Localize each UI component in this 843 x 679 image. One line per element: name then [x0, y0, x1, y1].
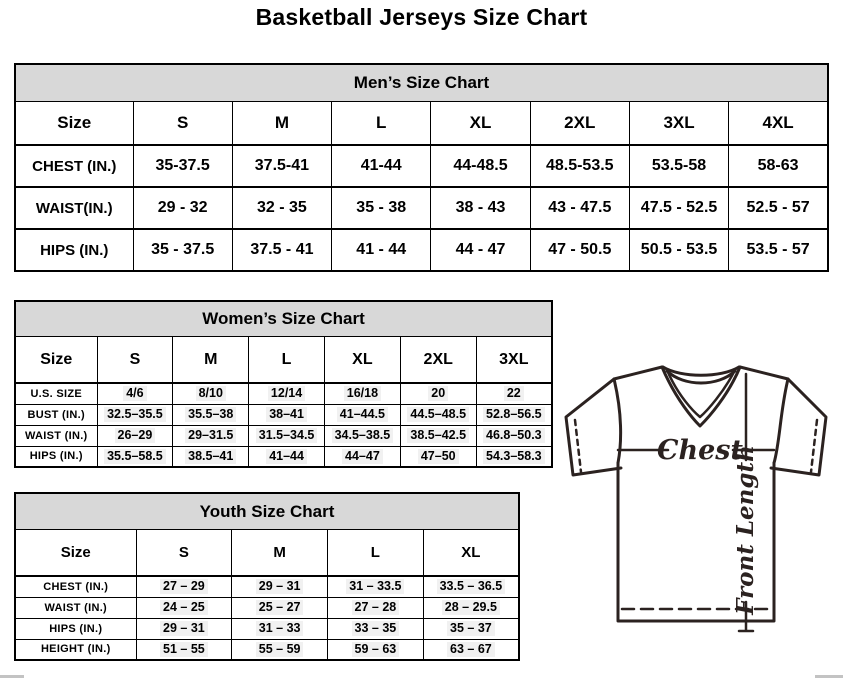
- youth-chart-title: Youth Size Chart: [15, 493, 519, 530]
- size-value: 52.8–56.5: [483, 407, 545, 422]
- jersey-left-cuff-stitch: [575, 420, 581, 472]
- row-header: WAIST(IN.): [15, 187, 133, 229]
- size-value-cell: 50.5 - 53.5: [629, 229, 728, 271]
- size-value-cell: 52.5 - 57: [729, 187, 828, 229]
- size-value-cell: [476, 425, 552, 446]
- column-header: 2XL: [400, 337, 476, 384]
- size-value: 31 – 33: [256, 621, 304, 636]
- size-value-cell: [423, 597, 519, 618]
- column-header: 4XL: [729, 102, 828, 146]
- column-header: M: [232, 102, 331, 146]
- jersey-right-cuff-stitch: [811, 420, 817, 472]
- table-banner-row: [15, 64, 828, 102]
- size-value: 33.5 – 36.5: [437, 579, 506, 594]
- size-value-cell: [136, 639, 232, 660]
- table-row: [15, 576, 519, 597]
- size-value: 4/6: [123, 386, 146, 401]
- size-value: 41–44.5: [337, 407, 388, 422]
- size-value-cell: [328, 576, 424, 597]
- size-value-cell: [423, 576, 519, 597]
- jersey-measurement-diagram: [556, 362, 836, 662]
- size-value: 31.5–34.5: [256, 428, 318, 443]
- size-value: 38.5–41: [185, 449, 236, 464]
- size-value: 46.8–50.3: [483, 428, 545, 443]
- scrollbar-fragment-right[interactable]: [815, 675, 843, 678]
- size-value-cell: [249, 446, 325, 467]
- womens-size-chart-table: [14, 300, 553, 468]
- size-value-cell: [324, 446, 400, 467]
- column-header: L: [328, 530, 424, 577]
- row-header: U.S. SIZE: [15, 383, 97, 404]
- size-value-cell: [476, 383, 552, 404]
- size-label: Size: [15, 530, 136, 577]
- size-value: 33 – 35: [352, 621, 400, 636]
- row-header: WAIST (IN.): [15, 425, 97, 446]
- page-title: Basketball Jerseys Size Chart: [255, 4, 588, 30]
- size-value: 54.3–58.3: [483, 449, 545, 464]
- column-header: 3XL: [629, 102, 728, 146]
- size-value: 63 – 67: [447, 642, 495, 657]
- jersey-collar-back-arc: [663, 367, 739, 375]
- size-value-cell: 29 - 32: [133, 187, 232, 229]
- column-header: 3XL: [476, 337, 552, 384]
- size-value-cell: [476, 404, 552, 425]
- row-header: BUST (IN.): [15, 404, 97, 425]
- column-header: XL: [431, 102, 530, 146]
- table-row: [15, 597, 519, 618]
- size-value: 47–50: [418, 449, 459, 464]
- column-header-row: [15, 337, 552, 384]
- size-value: 8/10: [196, 386, 226, 401]
- size-value: 44–47: [342, 449, 383, 464]
- column-header: M: [173, 337, 249, 384]
- size-value-cell: [97, 425, 173, 446]
- row-header: CHEST (IN.): [15, 145, 133, 187]
- table-row: [15, 383, 552, 404]
- size-value: 29–31.5: [185, 428, 236, 443]
- column-header: M: [232, 530, 328, 577]
- size-value-cell: 47.5 - 52.5: [629, 187, 728, 229]
- table-banner-row: [15, 493, 519, 530]
- womens-chart-title: Women’s Size Chart: [15, 301, 552, 337]
- size-value-cell: [328, 618, 424, 639]
- size-value-cell: [173, 425, 249, 446]
- size-value-cell: 41-44: [332, 145, 431, 187]
- size-value: 28 – 29.5: [442, 600, 500, 615]
- column-header: S: [136, 530, 232, 577]
- mens-size-chart-table: [14, 63, 829, 272]
- size-value-cell: 44-48.5: [431, 145, 530, 187]
- size-value: 12/14: [268, 386, 305, 401]
- size-value-cell: [328, 597, 424, 618]
- size-value-cell: 53.5 - 57: [729, 229, 828, 271]
- size-value-cell: [249, 425, 325, 446]
- size-value: 25 – 27: [256, 600, 304, 615]
- column-header-row: [15, 102, 828, 146]
- jersey-right-armhole-seam: [774, 379, 788, 463]
- table-row: [15, 145, 828, 187]
- column-header: L: [332, 102, 431, 146]
- size-value-cell: [400, 404, 476, 425]
- table-row: [15, 639, 519, 660]
- front-length-measure-label: Front Length: [732, 445, 759, 615]
- mens-chart-title: Men’s Size Chart: [15, 64, 828, 102]
- size-value: 22: [504, 386, 524, 401]
- size-value-cell: 41 - 44: [332, 229, 431, 271]
- size-value: 27 – 29: [160, 579, 208, 594]
- table-row: [15, 187, 828, 229]
- column-header: XL: [423, 530, 519, 577]
- size-value: 44.5–48.5: [407, 407, 469, 422]
- size-value-cell: 37.5 - 41: [232, 229, 331, 271]
- size-value: 38–41: [266, 407, 307, 422]
- size-value-cell: 32 - 35: [232, 187, 331, 229]
- size-value-cell: [476, 446, 552, 467]
- size-value-cell: [400, 446, 476, 467]
- table-row: [15, 425, 552, 446]
- row-header: HEIGHT (IN.): [15, 639, 136, 660]
- size-value-cell: [97, 446, 173, 467]
- size-value-cell: [97, 404, 173, 425]
- size-value: 35 – 37: [447, 621, 495, 636]
- size-value-cell: [173, 383, 249, 404]
- size-value-cell: 48.5-53.5: [530, 145, 629, 187]
- row-header: HIPS (IN.): [15, 229, 133, 271]
- table-row: [15, 446, 552, 467]
- size-value: 27 – 28: [352, 600, 400, 615]
- size-value: 35.5–38: [185, 407, 236, 422]
- size-value-cell: [97, 383, 173, 404]
- table-row: [15, 404, 552, 425]
- size-value-cell: [249, 404, 325, 425]
- column-header: S: [133, 102, 232, 146]
- size-value-cell: 37.5-41: [232, 145, 331, 187]
- size-value: 31 – 33.5: [346, 579, 404, 594]
- row-header: HIPS (IN.): [15, 618, 136, 639]
- chest-measure-label: Chest: [657, 435, 743, 466]
- jersey-outline-drawing: [556, 362, 836, 662]
- size-label: Size: [15, 102, 133, 146]
- size-value: 51 – 55: [160, 642, 208, 657]
- size-value-cell: [136, 618, 232, 639]
- size-value-cell: [324, 404, 400, 425]
- row-header: CHEST (IN.): [15, 576, 136, 597]
- table-row: [15, 229, 828, 271]
- size-value-cell: [232, 597, 328, 618]
- size-value: 59 – 63: [352, 642, 400, 657]
- size-value: 24 – 25: [160, 600, 208, 615]
- size-value: 32.5–35.5: [104, 407, 166, 422]
- size-value: 41–44: [266, 449, 307, 464]
- size-value: 38.5–42.5: [407, 428, 469, 443]
- size-value: 16/18: [344, 386, 381, 401]
- column-header: XL: [324, 337, 400, 384]
- column-header: L: [249, 337, 325, 384]
- size-value: 26–29: [115, 428, 156, 443]
- size-value-cell: [173, 404, 249, 425]
- size-value-cell: [232, 639, 328, 660]
- size-value-cell: 47 - 50.5: [530, 229, 629, 271]
- column-header: 2XL: [530, 102, 629, 146]
- size-value: 35.5–58.5: [104, 449, 166, 464]
- size-value-cell: [400, 383, 476, 404]
- size-value: 34.5–38.5: [332, 428, 394, 443]
- row-header: WAIST (IN.): [15, 597, 136, 618]
- row-header: HIPS (IN.): [15, 446, 97, 467]
- size-value: 29 – 31: [256, 579, 304, 594]
- size-value-cell: [328, 639, 424, 660]
- size-value-cell: [400, 425, 476, 446]
- size-value-cell: [136, 597, 232, 618]
- size-value-cell: [324, 425, 400, 446]
- size-value-cell: 58-63: [729, 145, 828, 187]
- size-value: 20: [428, 386, 448, 401]
- size-value-cell: [136, 576, 232, 597]
- size-value: 29 – 31: [160, 621, 208, 636]
- size-value-cell: 35 - 37.5: [133, 229, 232, 271]
- size-value: 55 – 59: [256, 642, 304, 657]
- size-value-cell: 38 - 43: [431, 187, 530, 229]
- size-value-cell: [232, 618, 328, 639]
- column-header: S: [97, 337, 173, 384]
- size-value-cell: [173, 446, 249, 467]
- size-value-cell: [249, 383, 325, 404]
- size-value-cell: [423, 618, 519, 639]
- table-row: [15, 618, 519, 639]
- size-value-cell: 35-37.5: [133, 145, 232, 187]
- size-value-cell: 44 - 47: [431, 229, 530, 271]
- size-value-cell: [423, 639, 519, 660]
- youth-size-chart-table: [14, 492, 520, 661]
- size-value-cell: [232, 576, 328, 597]
- size-value-cell: [324, 383, 400, 404]
- size-value-cell: 43 - 47.5: [530, 187, 629, 229]
- size-label: Size: [15, 337, 97, 384]
- scrollbar-fragment-left[interactable]: [0, 675, 24, 678]
- size-value-cell: 35 - 38: [332, 187, 431, 229]
- table-banner-row: [15, 301, 552, 337]
- size-value-cell: 53.5-58: [629, 145, 728, 187]
- column-header-row: [15, 530, 519, 577]
